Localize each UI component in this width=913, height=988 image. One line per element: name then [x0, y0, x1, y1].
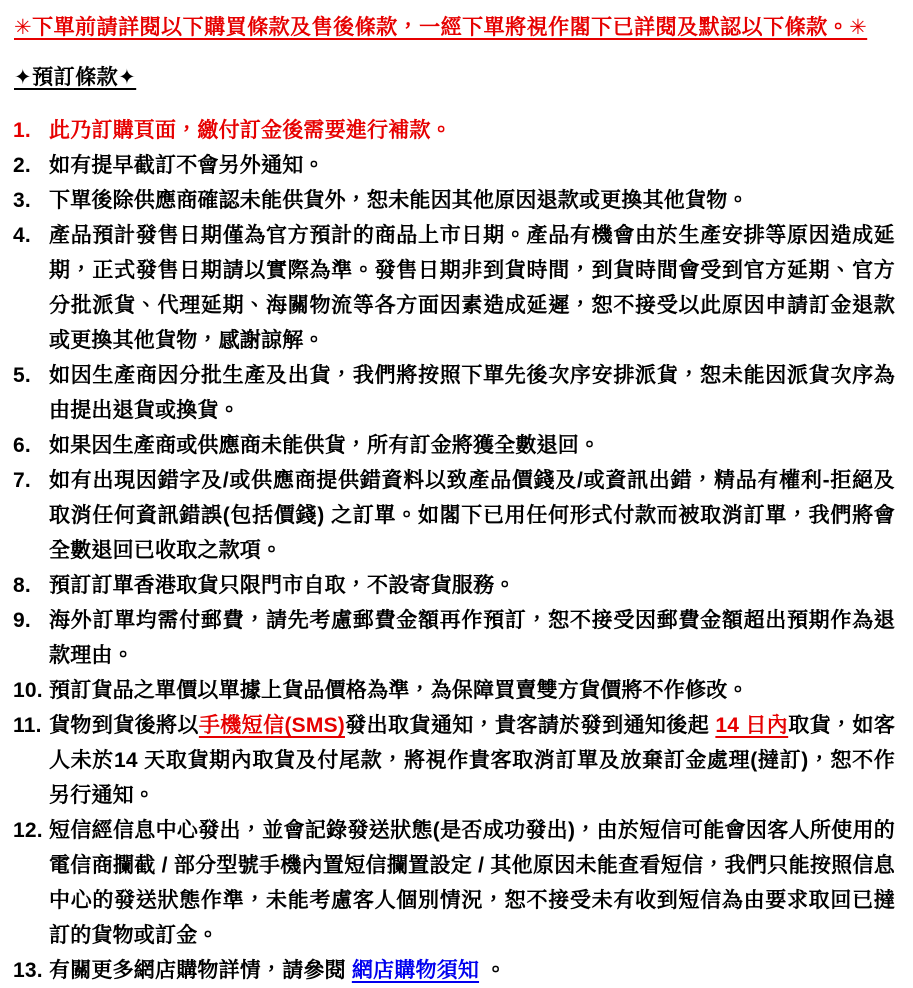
term-item-6 — [12, 428, 895, 463]
term-text-segment: 發出取貨通知，貴客請於發到通知後起 — [344, 714, 716, 737]
term-item-3 — [12, 183, 895, 218]
term-text-segment: 預訂貨品之單價以單據上貨品價格為準，為保障買賣雙方貨價將不作修改。 — [49, 679, 749, 702]
term-number: 12. — [13, 819, 43, 842]
term-number: 5. — [13, 364, 31, 387]
term-text-segment: 14 日內 — [715, 714, 789, 737]
term-number: 4. — [13, 224, 31, 247]
term-text-segment: 如因生產商因分批生產及出貨，我們將按照下單先後次序安排派貨，恕未能因派貨次序為由提出退貨或換貨。 — [49, 364, 895, 422]
term-item-10 — [12, 673, 895, 708]
term-item-7 — [12, 463, 895, 568]
term-item-5 — [12, 358, 895, 428]
pre-order-terms-document — [12, 14, 895, 988]
term-item-8 — [12, 568, 895, 603]
term-text-segment: 如有出現因錯字及/或供應商提供錯資料以致產品價錢及/或資訊出錯，精品有權利-拒絕及取消任何資訊錯誤(包括價錢) 之訂單。如閣下已用任何形式付款而被取消訂單，我們將會全數退回已收取之款項。 — [49, 469, 895, 562]
term-item-9 — [12, 603, 895, 673]
term-text-segment: 短信經信息中心發出，並會記錄發送狀態(是否成功發出)，由於短信可能會因客人所使用的電信商攔截 / 部分型號手機內置短信攔置設定 / 其他原因未能查看短信，我們只能按照信息中心的發送狀態作準，未能考慮客人個別情況，恕不接受未有收到短信為由要求取回已撻訂的貨物或訂金。 — [49, 819, 895, 947]
term-item-11 — [12, 708, 895, 813]
section-title-pre-order-terms: ✦預訂條款✦ — [14, 66, 137, 89]
term-text-segment: 預訂訂單香港取貨只限門市自取，不設寄貨服務。 — [49, 574, 516, 597]
term-item-4 — [12, 218, 895, 358]
term-number: 8. — [13, 574, 31, 597]
term-item-1 — [12, 113, 895, 148]
term-item-12 — [12, 813, 895, 953]
term-item-13 — [12, 953, 895, 988]
term-text-segment: 如有提早截訂不會另外通知。 — [49, 154, 325, 177]
term-number: 9. — [13, 609, 31, 632]
pre-order-notice-heading: ✳下單前請詳閱以下購買條款及售後條款，一經下單將視作閣下已詳閱及默認以下條款。✳ — [14, 16, 868, 39]
term-number: 10. — [13, 679, 43, 702]
term-text-segment: 貨物到貨後將以 — [49, 714, 199, 737]
term-item-2 — [12, 148, 895, 183]
store-shopping-guide-link[interactable]: 網店購物須知 — [351, 959, 480, 982]
term-number: 7. — [13, 469, 31, 492]
term-text-segment: 產品預計發售日期僅為官方預計的商品上市日期。產品有機會由於生產安排等原因造成延期，正式發售日期請以實際為準。發售日期非到貨時間，到貨時間會受到官方延期、官方分批派貨、代理延期、海關物流等各方面因素造成延遲，恕不接受以此原因申請訂金退款或更換其他貨物，感謝諒解。 — [49, 224, 895, 352]
term-number: 6. — [13, 434, 31, 457]
term-text-segment: 有關更多網店購物詳情，請參閱 — [49, 959, 352, 982]
term-text-segment: 手機短信(SMS) — [198, 714, 345, 737]
term-number: 1. — [13, 119, 31, 142]
term-number: 13. — [13, 959, 43, 982]
term-number: 3. — [13, 189, 31, 212]
term-text-segment: 海外訂單均需付郵費，請先考慮郵費金額再作預訂，恕不接受因郵費金額超出預期作為退款理由。 — [49, 609, 895, 667]
terms-list — [12, 113, 895, 988]
term-text-segment: 如果因生產商或供應商未能供貨，所有訂金將獲全數退回。 — [49, 434, 601, 457]
term-number: 11. — [13, 714, 42, 737]
term-text-segment: 。 — [479, 959, 507, 982]
term-number: 2. — [13, 154, 31, 177]
term-text-segment: 下單後除供應商確認未能供貨外，恕未能因其他原因退款或更換其他貨物。 — [49, 189, 749, 212]
term-text-segment: 此乃訂購頁面，繳付訂金後需要進行補款。 — [49, 119, 452, 142]
term-text-segment: 取貨，如客人未於14 天取貨期內取貨及付尾款，將視作貴客取消訂單及放棄訂金處理(撻訂)，恕不作另行通知。 — [49, 714, 896, 807]
